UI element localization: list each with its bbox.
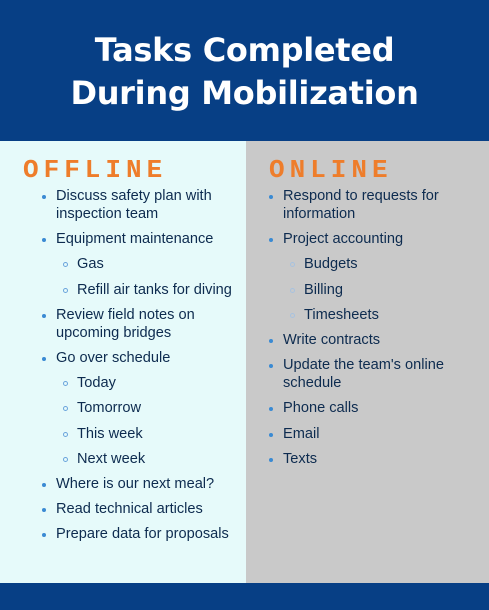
sub-list-item [42, 425, 242, 443]
bullet-icon [42, 314, 46, 318]
list-item [42, 306, 242, 342]
title-line-2: During Mobilization [70, 73, 419, 112]
header-banner [0, 0, 489, 141]
list-item [42, 525, 242, 543]
sub-list-item [42, 281, 242, 299]
hollow-bullet-icon [290, 288, 295, 293]
sub-list-item [42, 255, 242, 273]
offline-heading: OFFLINE [23, 155, 168, 185]
list-item-text: Read technical articles [56, 501, 203, 518]
list-item [269, 399, 485, 417]
list-item [269, 187, 485, 223]
list-item-text: Discuss safety plan with inspection team [56, 188, 212, 222]
bullet-icon [42, 483, 46, 487]
list-item-text: Project accounting [283, 231, 404, 248]
bullet-icon [269, 195, 273, 199]
list-item-text: Email [283, 425, 320, 442]
offline-column [0, 141, 246, 583]
list-item-text: Respond to requests for information [283, 188, 439, 222]
bullet-icon [269, 433, 273, 437]
list-item [42, 500, 242, 518]
list-item-text: Phone calls [283, 400, 359, 417]
hollow-bullet-icon [63, 381, 68, 386]
list-item-text: Review field notes on upcoming bridges [56, 306, 195, 341]
bullet-icon [269, 339, 273, 343]
list-item [42, 349, 242, 367]
sub-list-item [42, 450, 242, 468]
bullet-icon [42, 533, 46, 537]
list-item-text: Write contracts [283, 331, 381, 348]
list-item-text: Refill air tanks for diving [77, 281, 232, 298]
list-item [42, 475, 242, 493]
list-item [269, 331, 485, 349]
sub-list-item [42, 374, 242, 392]
hollow-bullet-icon [63, 262, 68, 267]
list-item-text: Gas [77, 256, 104, 273]
bullet-icon [42, 357, 46, 361]
list-item-text: Budgets [304, 256, 358, 273]
offline-task-list [42, 187, 242, 550]
bullet-icon [269, 238, 273, 242]
sub-list-item [269, 306, 485, 324]
online-task-list [269, 187, 485, 475]
hollow-bullet-icon [290, 313, 295, 318]
list-item-text: Update the team's online schedule [283, 357, 444, 392]
bullet-icon [269, 364, 273, 368]
list-item-text: Equipment maintenance [56, 231, 214, 248]
online-heading: ONLINE [269, 155, 393, 185]
hollow-bullet-icon [63, 457, 68, 462]
footer-bar [0, 583, 489, 610]
list-item-text: Tomorrow [77, 400, 142, 417]
bullet-icon [42, 195, 46, 199]
page-title [70, 27, 418, 115]
sub-list-item [269, 255, 485, 273]
list-item-text: Prepare data for proposals [56, 526, 229, 543]
bullet-icon [269, 458, 273, 462]
list-item [269, 450, 485, 468]
sub-list-item [42, 399, 242, 417]
hollow-bullet-icon [63, 406, 68, 411]
list-item [42, 187, 242, 223]
title-line-1: Tasks Completed [94, 30, 395, 69]
hollow-bullet-icon [63, 432, 68, 437]
list-item [42, 230, 242, 248]
hollow-bullet-icon [290, 262, 295, 267]
list-item-text: This week [77, 425, 143, 442]
list-item-text: Today [77, 375, 116, 392]
bullet-icon [42, 508, 46, 512]
list-item-text: Billing [304, 281, 343, 298]
list-item-text: Go over schedule [56, 349, 171, 366]
online-column [246, 141, 489, 583]
list-item-text: Next week [77, 450, 146, 467]
list-item [269, 356, 485, 392]
hollow-bullet-icon [63, 288, 68, 293]
bullet-icon [42, 238, 46, 242]
sub-list-item [269, 281, 485, 299]
list-item-text: Where is our next meal? [56, 475, 215, 492]
list-item [269, 425, 485, 443]
list-item-text: Texts [283, 450, 318, 467]
list-item [269, 230, 485, 248]
list-item-text: Timesheets [304, 306, 379, 323]
bullet-icon [269, 407, 273, 411]
